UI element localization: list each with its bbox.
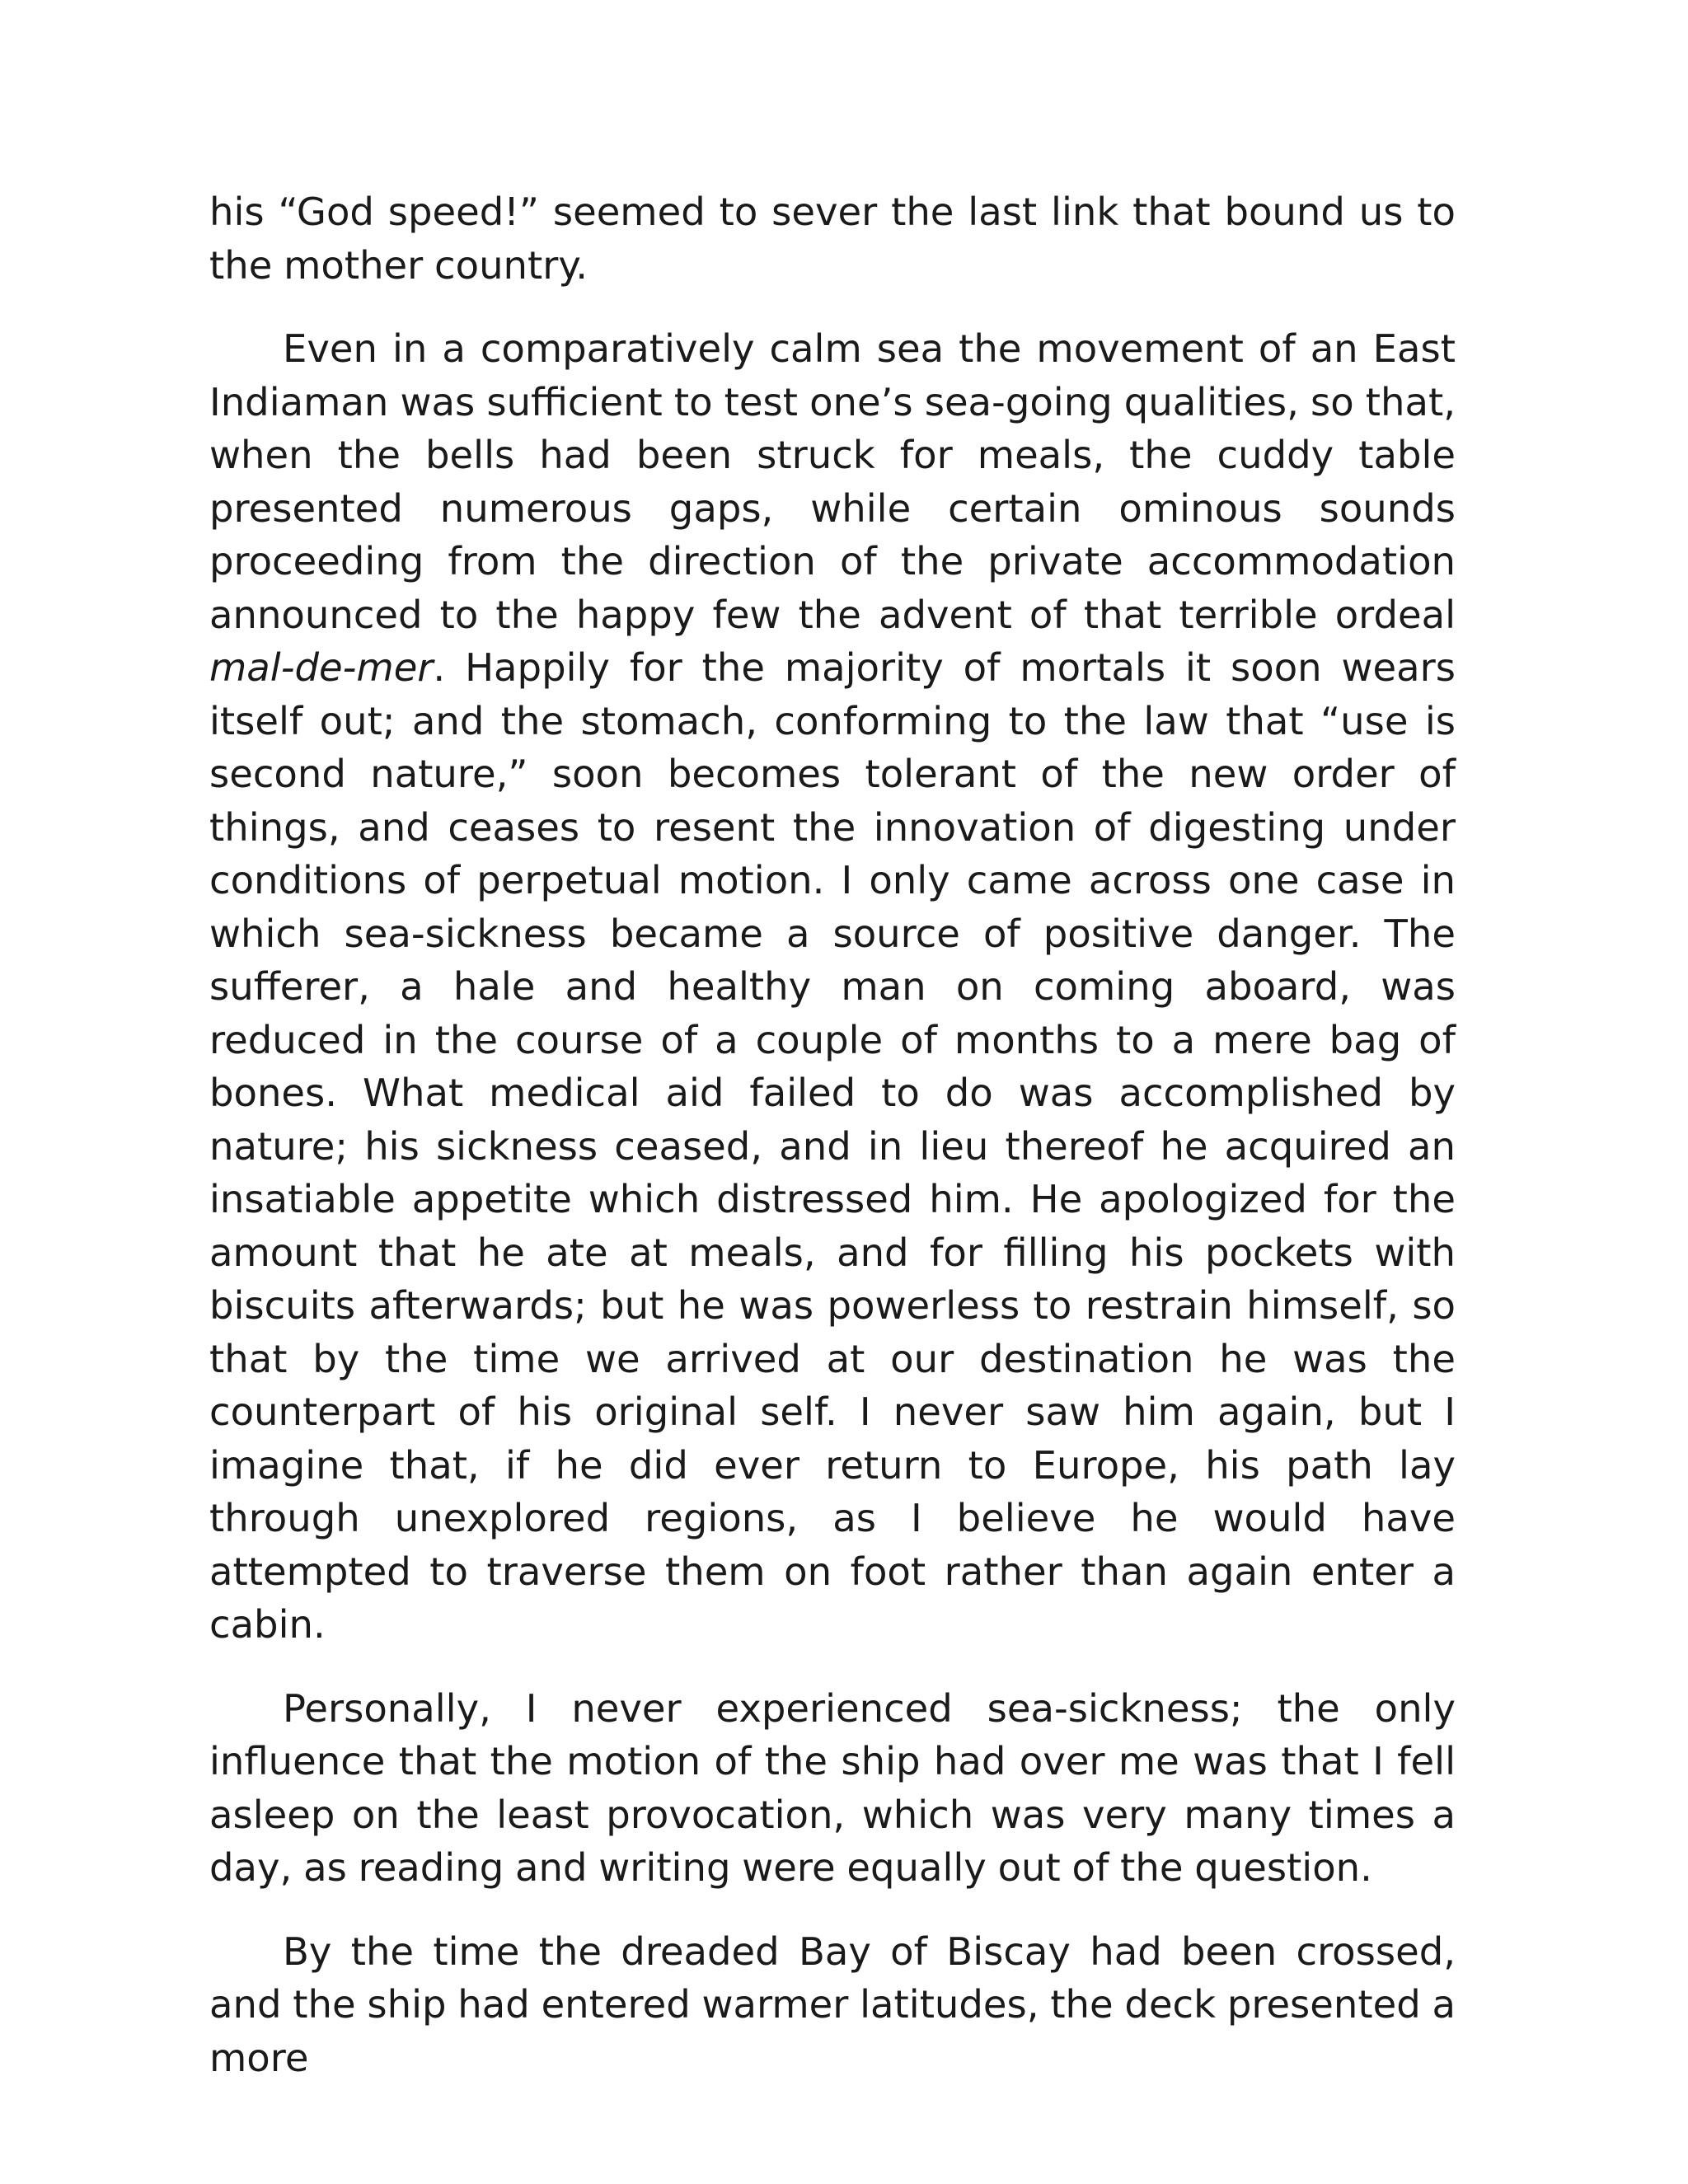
paragraph-3 [209,1682,1456,1895]
paragraph-2 [209,322,1456,1652]
paragraph-4-text: By the time the dreaded Bay of Biscay had been crossed, and the ship had entered warmer latitudes, the deck presented a more [209,1929,1456,2080]
paragraph-2-text-b: . Happily for the majority of mortals it soon wears itself out; and the stomach, conforming to the law that “use is second nature,” soon becomes tolerant of the new order of things, and ceases to resent the innovation of digesting under conditions of perpetual motion. I only came across one case in which sea-sickness became a source of positive danger. The sufferer, a hale and healthy man on coming aboard, was reduced in the course of a couple of months to a mere bag of bones. What medical aid failed to do was accomplished by nature; his sickness ceased, and in lieu thereof he acquired an insatiable appetite which distressed him. He apologized for the amount that he ate at meals, and for filling his pockets with biscuits afterwards; but he was powerless to restrain himself, so that by the time we arrived at our destination he was the counterpart of his original self. I never saw him again, but I imagine that, if he did ever return to Europe, his path lay through unexplored regions, as I believe he would have attempted to traverse them on foot rather than again enter a cabin. [209,645,1456,1647]
paragraph-1 [209,185,1456,292]
paragraph-2-italic-term: mal-de-mer [209,645,434,690]
page-body [209,185,1456,2084]
paragraph-1-text: his “God speed!” seemed to sever the last link that bound us to the mother country. [209,190,1456,288]
paragraph-2-text-a: Even in a comparatively calm sea the movement of an East Indiaman was sufficient to test one’s sea-going qualities, so that, when the bells had been struck for meals, the cuddy table presented numerous gaps, while certain ominous sounds proceeding from the direction of the private accommodation announced to the happy few the advent of that terrible ordeal [209,326,1456,637]
paragraph-3-text: Personally, I never experienced sea-sickness; the only influence that the motion of the ship had over me was that I fell asleep on the least provocation, which was very many times a day, as reading and writing were equally out of the question. [209,1685,1456,1890]
paragraph-4 [209,1925,1456,2085]
